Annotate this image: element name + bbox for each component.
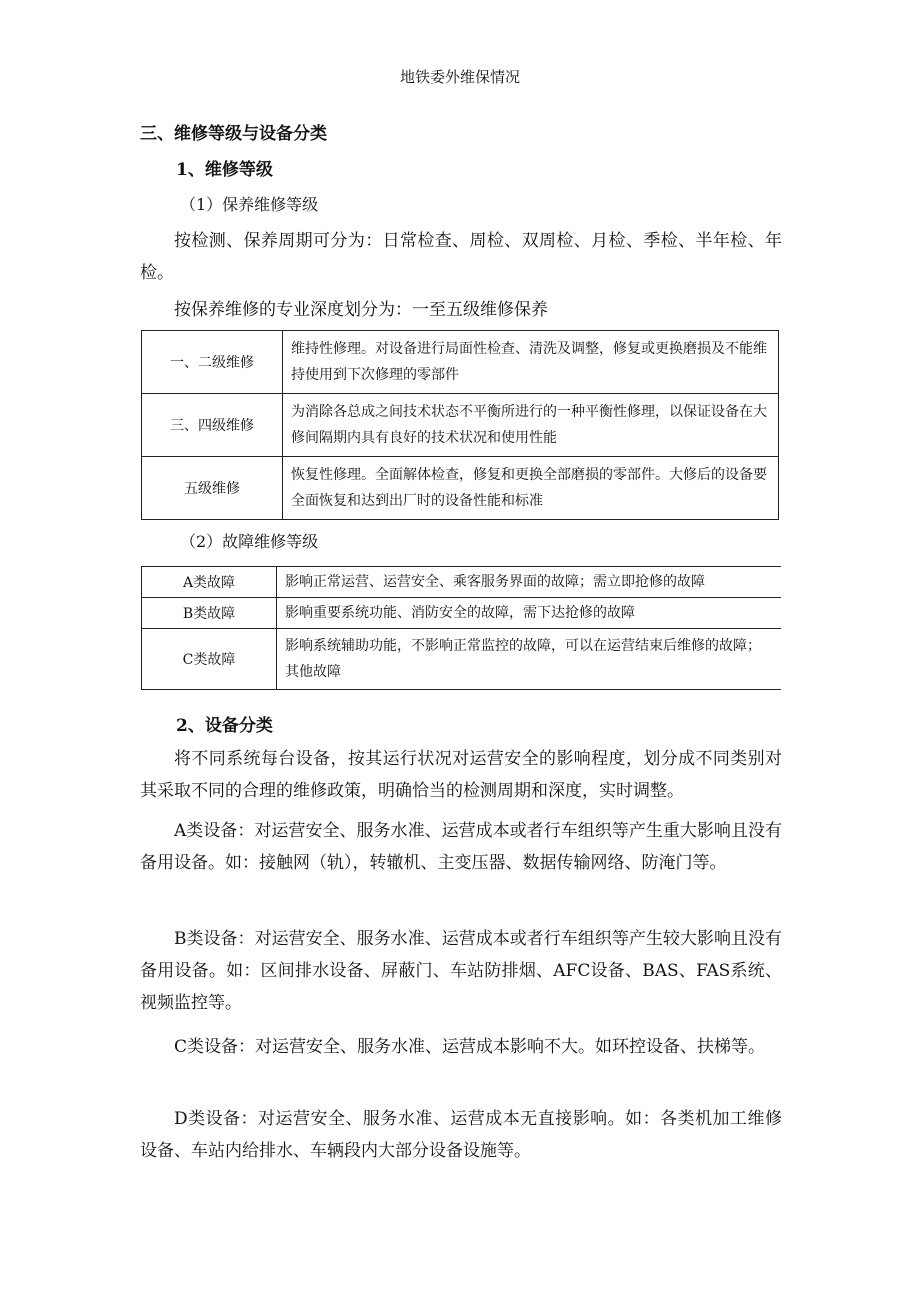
fault-level-table: [141, 566, 781, 690]
maintenance-depth-paragraph: 按保养维修的专业深度划分为：一至五级维修保养: [174, 300, 548, 320]
class-b-paragraph: B类设备：对运营安全、服务水准、运营成本或者行车组织等产生较大影响且没有备用设备。如：区间排水设备、屏蔽门、车站防排烟、AFC设备、BAS、FAS系统、视频监控等。: [140, 929, 782, 1013]
maintenance-level-table: [141, 330, 779, 520]
desc-cell: 为消除各总成之间技术状态不平衡所进行的一种平衡性修理，以保证设备在大修间隔期内具有良好的技术状况和使用性能: [283, 394, 779, 457]
level-cell: A类故障: [142, 567, 277, 598]
desc-cell: 影响正常运营、运营安全、乘客服务界面的故障；需立即抢修的故障: [277, 567, 782, 598]
page-header-title: 地铁委外维保情况: [399, 68, 520, 86]
section-title: 三、维修等级与设备分类: [140, 124, 327, 144]
classification-intro: 将不同系统每台设备，按其运行状况对运营安全的影响程度，划分成不同类别对其采取不同的合理的维修政策，明确恰当的检测周期和深度，实时调整。: [140, 749, 782, 801]
desc-cell: 维持性修理。对设备进行局面性检查、清洗及调整，修复或更换磨损及不能维持使用到下次修理的零部件: [283, 331, 779, 394]
table-row: [142, 567, 782, 598]
table-row: [142, 598, 782, 629]
level-cell: B类故障: [142, 598, 277, 629]
table-row: [142, 457, 779, 520]
desc-cell: 影响重要系统功能、消防安全的故障，需下达抢修的故障: [277, 598, 782, 629]
maintenance-cycle-paragraph: 按检测、保养周期可分为：日常检查、周检、双周检、月检、季检、半年检、年检。: [140, 231, 782, 283]
grades-heading: 1、维修等级: [176, 160, 273, 180]
maintenance-heading: （1）保养维修等级: [180, 195, 319, 214]
table-row: [142, 331, 779, 394]
desc-cell: 恢复性修理。全面解体检查，修复和更换全部磨损的零部件。大修后的设备要全面恢复和达到出厂时的设备性能和标准: [283, 457, 779, 520]
class-a-paragraph: A类设备：对运营安全、服务水准、运营成本或者行车组织等产生重大影响且没有备用设备。如：接触网（轨），转辙机、主变压器、数据传输网络、防淹门等。: [140, 821, 782, 873]
level-cell: 五级维修: [142, 457, 283, 520]
table-row: [142, 629, 782, 690]
level-cell: 三、四级维修: [142, 394, 283, 457]
class-c-paragraph: C类设备：对运营安全、服务水准、运营成本影响不大。如环控设备、扶梯等。: [174, 1037, 766, 1057]
fault-heading: （2）故障维修等级: [180, 532, 319, 551]
classification-heading: 2、设备分类: [176, 716, 273, 736]
class-d-paragraph: D类设备：对运营安全、服务水准、运营成本无直接影响。如：各类机加工维修设备、车站内给排水、车辆段内大部分设备设施等。: [140, 1109, 782, 1161]
level-cell: 一、二级维修: [142, 331, 283, 394]
level-cell: C类故障: [142, 629, 277, 690]
table-row: [142, 394, 779, 457]
desc-cell: 影响系统辅助功能，不影响正常监控的故障，可以在运营结束后维修的故障；其他故障: [277, 629, 782, 690]
